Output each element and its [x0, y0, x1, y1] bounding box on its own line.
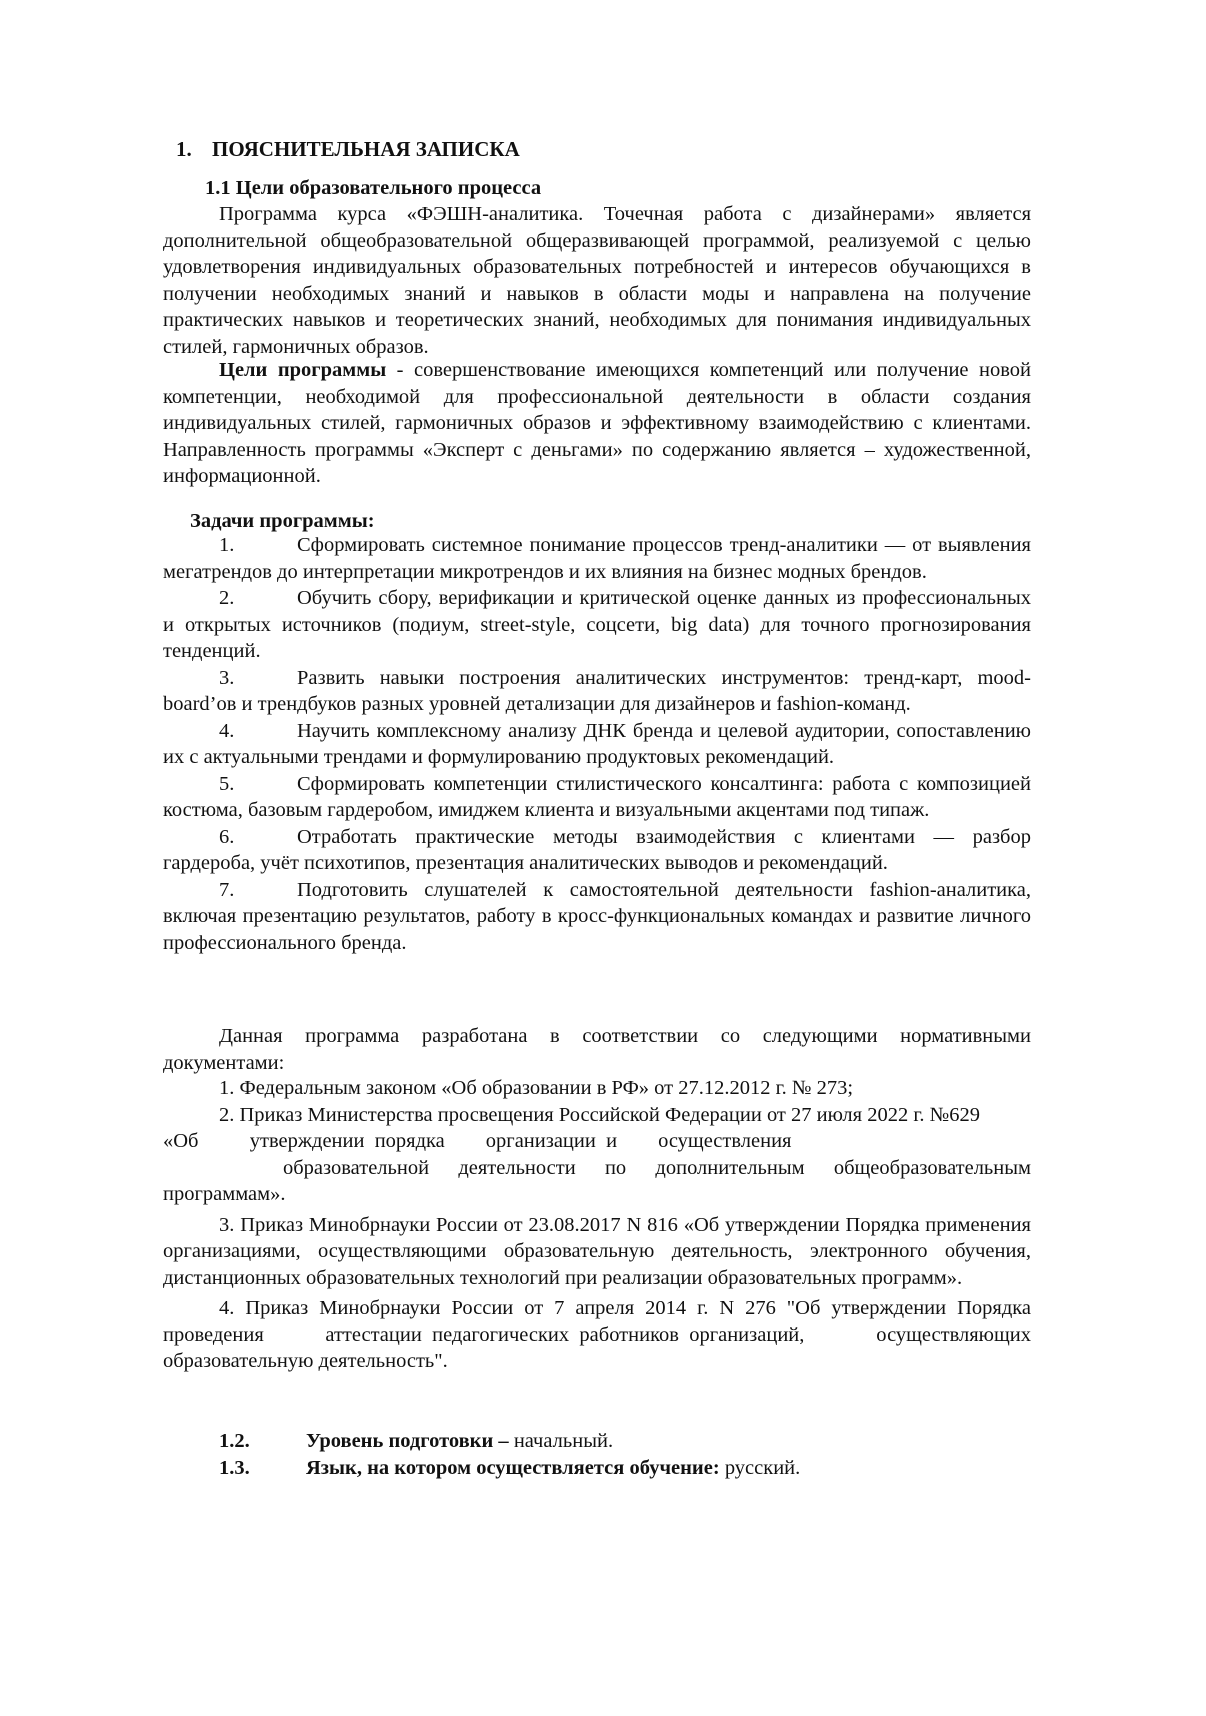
subsection-1-2: 1.2. Уровень подготовки – начальный. [219, 1430, 614, 1452]
task-item: 5. Сформировать компетенции стилистического консалтинга: работа с композицией костюма, базовым гардеробом, имиджем клиента и визуальными акцентами под типаж. [163, 772, 1031, 821]
normative-doc-2: 2. Приказ Министерства просвещения Российской Федерации от 27 июля 2022 г. №629 [219, 1103, 980, 1126]
tasks-list [163, 532, 1031, 956]
normative-doc-1: 1. Федеральным законом «Об образовании в РФ» от 27.12.2012 г. № 273; [219, 1077, 854, 1099]
subsection-1-3: 1.3. Язык, на котором осуществляется обучение: русский. [219, 1457, 801, 1479]
section-heading [176, 136, 520, 163]
goals-label: Цели программы [219, 359, 387, 381]
normative-doc-3: 3. Приказ Минобрнауки России от 23.08.2017 N 816 «Об утверждении Порядка применения организациями, осуществляющими образовательную деятельность, электронного обучения, дистанционных образовательных технологий при реализации образовательных программ». [163, 1213, 1031, 1289]
goals-text: - совершенствование имеющихся компетенций или получение новой компетенции, необходимой для профессиональной деятельности в области создания индивидуальных стилей, гармоничных образов и эффективному взаимодействию с клиентами. Направленность программы «Эксперт с деньгами» по содержанию является – художественной, информационной. [163, 359, 1031, 487]
normative-doc-2-line2: «Об утверждении порядка организации и осуществления [163, 1130, 792, 1152]
normative-intro: Данная программа разработана в соответствии со следующими нормативными документами: [163, 1025, 1031, 1074]
intro-paragraph: Программа курса «ФЭШН-аналитика. Точечная работа с дизайнерами» является дополнительной общеобразовательной общеразвивающей программой, реализуемой с целью удовлетворения индивидуальных образовательных потребностей и интересов обучающихся в получении необходимых знаний и навыков в области моды и направлена на получение практических навыков и теоретических знаний, необходимых для понимания индивидуальных стилей, гармоничных образов. [163, 203, 1031, 358]
task-item: 4. Научить комплексному анализу ДНК бренда и целевой аудитории, сопоставлению их с актуальными трендами и формулированию продуктовых рекомендаций. [163, 719, 1031, 768]
task-item: 3. Развить навыки построения аналитических инструментов: тренд-карт, mood-board’ов и трендбуков разных уровней детализации для дизайнеров и fashion-команд. [163, 666, 1031, 715]
subsection-title-1-1: 1.1 Цели образовательного процесса [205, 177, 542, 199]
goals-paragraph [163, 357, 1031, 490]
task-item: 6. Отработать практические методы взаимодействия с клиентами — разбор гардероба, учёт психотипов, презентация аналитических выводов и рекомендаций. [163, 825, 1031, 874]
tasks-title: Задачи программы: [190, 510, 375, 532]
normative-docs [163, 1075, 1037, 1375]
normative-doc-4: 4. Приказ Минобрнауки России от 7 апреля 2014 г. N 276 "Об утверждении Порядка проведения аттестации педагогических работников организаций, осуществляющих образовательную деятельность". [163, 1297, 1037, 1372]
task-item: 2. Обучить сбору, верификации и критической оценке данных из профессиональных и открытых источников (подиум, street-style, соцсети, big data) для точного прогнозирования тенденций. [163, 587, 1031, 662]
task-item: 1. Сформировать системное понимание процессов тренд-аналитики — от выявления мегатрендов до интерпретации микротрендов и их влияния на бизнес модных брендов. [163, 534, 1031, 583]
task-item: 7. Подготовить слушателей к самостоятельной деятельности fashion-аналитика, включая презентацию результатов, работу в кросс-функциональных командах и развитие личного профессионального бренда. [163, 878, 1031, 954]
heading-title: ПОЯСНИТЕЛЬНАЯ ЗАПИСКА [212, 137, 520, 161]
heading-number: 1. [176, 137, 192, 161]
normative-doc-2-line3: образовательной деятельности по дополнительным общеобразовательным программам». [163, 1156, 1031, 1205]
